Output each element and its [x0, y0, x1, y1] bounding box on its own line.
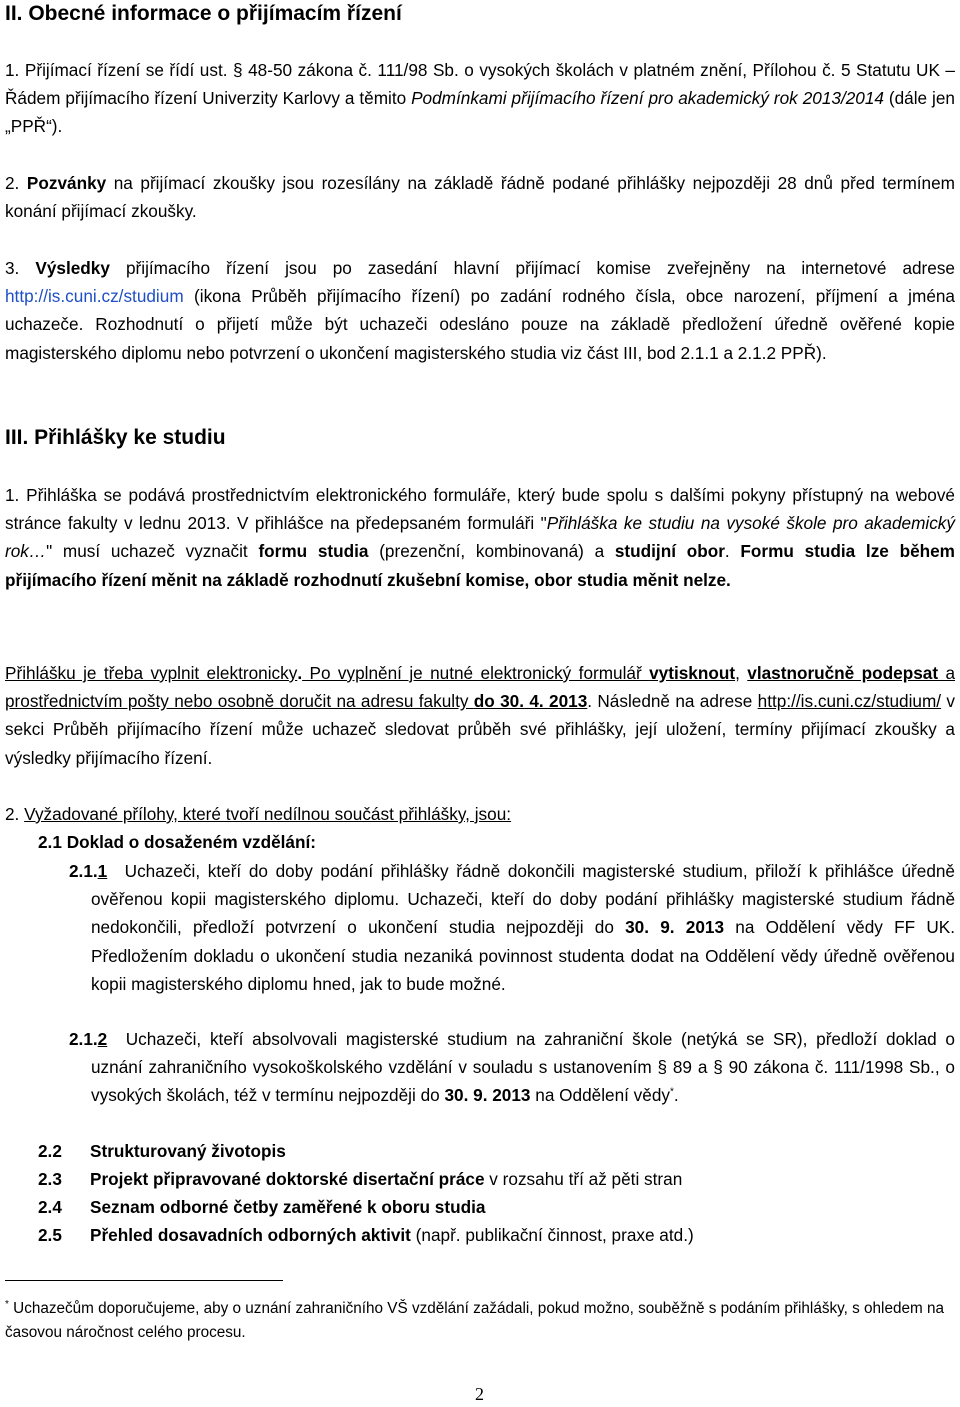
footnote-reference[interactable]: *: [670, 1086, 674, 1098]
page-number: 2: [475, 1384, 484, 1404]
footnote-divider: [5, 1280, 283, 1281]
results-link[interactable]: http://is.cuni.cz/studium: [5, 286, 184, 307]
sec2-paragraph-3: 3. Výsledky přijímacího řízení jsou po zasedání hlavní přijímací komise zveřejněny na internetové adrese http://is.cuni.cz/studium (ikona Průběh přijímacího řízení) po zadání rodného čísla, obce narození, příjmení a jména uchazeče. Rozhodnutí o přijetí může být uchazeči odesláno pouze na základě předložení úředně ověřené kopie magisterského diplomu nebo potvrzení o ukončení magisterského studia viz část III, bod 2.1.1 a 2.1.2 PPŘ).: [5, 258, 955, 363]
sec2-paragraph-2: 2. Pozvánky na přijímací zkoušky jsou rozesílány na základě řádně podané přihlášky nejpozději 28 dnů před termínem konání přijímací zkoušky.: [5, 173, 955, 222]
subsection-2-1: 2.1 Doklad o dosaženém vzdělání:: [38, 832, 316, 852]
application-link[interactable]: http://is.cuni.cz/studium/: [757, 691, 942, 712]
subsection-2-3: 2.3 Projekt připravované doktorské disertační práce v rozsahu tří až pěti stran: [38, 1169, 683, 1189]
section-2-heading: II. Obecné informace o přijímacím řízení: [5, 2, 402, 25]
sec2-paragraph-1: 1. Přijímací řízení se řídí ust. § 48-50 zákona č. 111/98 Sb. o vysokých školách v platném znění, Přílohou č. 5 Statutu UK – Řádem přijímacího řízení Univerzity Karlovy a těmito Podmínkami přijímacího řízení pro akademický rok 2013/2014 (dále jen „PPŘ“).: [5, 60, 955, 137]
subsection-2-1-1: 2.1.1 Uchazeči, kteří do doby podání přihlášky řádně dokončili magisterské studium, přiloží k přihlášce úředně ověřenou kopii magisterského diplomu. Uchazeči, kteří do doby podání přihlášky magisterské studium řádně nedokončili, předloží potvrzení o ukončení studia nejpozději do 30. 9. 2013 na Oddělení vědy FF UK. Předložením dokladu o ukončení studia nezaniká povinnost studenta dodat na Oddělení vědy úředně ověřenou kopii magisterského diplomu hned, jak to bude možné.: [69, 861, 955, 994]
sec3-paragraph-2: Přihlášku je třeba vyplnit elektronicky. Po vyplnění je nutné elektronický formulář vytisknout, vlastnoručně podepsat a prostřednictvím pošty nebo osobně doručit na adresu fakulty do 30. 4. 2013. Následně na adrese http://is.cuni.cz/studium/ v sekci Průběh přijímacího řízení může uchazeč sledovat průběh své přihlášky, její uložení, termíny přijímací zkoušky a výsledky přijímacího řízení.: [5, 663, 956, 768]
footnote-mark: *: [5, 1298, 9, 1310]
subsection-2-1-2: 2.1.2 Uchazeči, kteří absolvovali magisterské studium na zahraniční škole (netýká se SR), předloží doklad o uznání zahraničního vysokoškolského vzdělání v souladu s ustanovením § 89 a § 90 zákona č. 111/1998 Sb., o vysokých školách, též v termínu nejpozději do 30. 9. 2013 na Oddělení vědy*.: [69, 1029, 955, 1106]
section-3-heading: III. Přihlášky ke studiu: [5, 426, 226, 449]
sec3-paragraph-1: 1. Přihláška se podává prostřednictvím elektronického formuláře, který bude spolu s dalšími pokyny přístupný na webové stránce fakulty v lednu 2013. V přihlášce na předepsaném formuláři "Přihláška ke studiu na vysoké škole pro akademický rok…" musí uchazeč vyznačit formu studia (prezenční, kombinovaná) a studijní obor. Formu studia lze během přijímacího řízení měnit na základě rozhodnutí zkušební komise, obor studia měnit nelze.: [5, 485, 955, 590]
subsection-2-2: 2.2 Strukturovaný životopis: [38, 1141, 286, 1161]
footnote: * Uchazečům doporučujeme, aby o uznání zahraničního VŠ vzdělání zažádali, pokud možno, souběžně s podáním přihlášky, s ohledem na časovou náročnost celého procesu.: [5, 1298, 944, 1341]
subsection-2-4: 2.4 Seznam odborné četby zaměřené k oboru studia: [38, 1197, 486, 1217]
subsection-2-5: 2.5 Přehled dosavadních odborných aktivit (např. publikační činnost, praxe atd.): [38, 1225, 694, 1245]
document-title-italic: Podmínkami přijímacího řízení pro akademický rok 2013/2014: [411, 88, 884, 109]
sec3-paragraph-3: 2. Vyžadované přílohy, které tvoří nedílnou součást přihlášky, jsou:: [5, 804, 512, 824]
paragraph-number: 1.: [5, 60, 20, 80]
